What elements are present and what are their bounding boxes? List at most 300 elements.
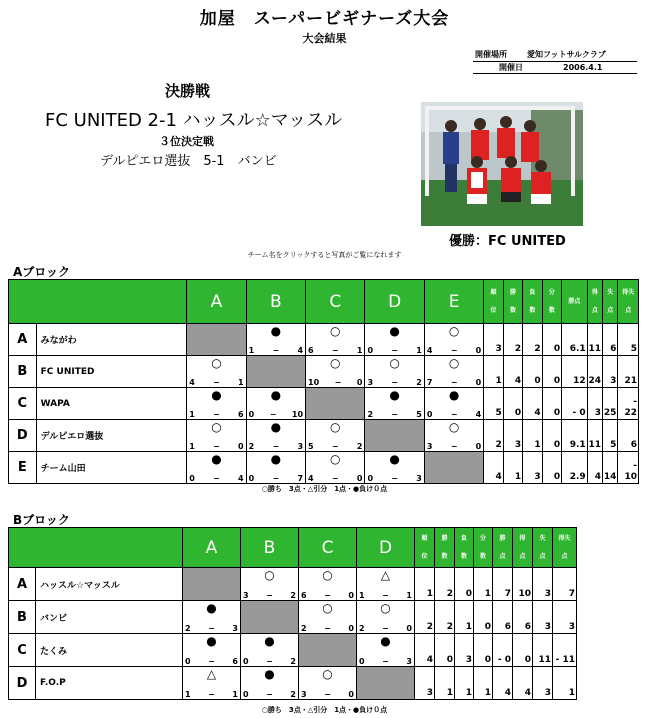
score-dash: −	[266, 690, 273, 699]
wins-value: 3	[503, 420, 522, 452]
match-score	[183, 690, 240, 699]
score-away: 6	[232, 657, 238, 666]
points-value: 2.9	[562, 452, 588, 484]
wins-value: 1	[435, 667, 455, 700]
score-dash: −	[450, 410, 458, 419]
match-result-cell	[241, 634, 299, 667]
score-home: 1	[248, 346, 255, 355]
result-symbol: ●	[448, 388, 460, 402]
venue-label: 開催場所	[475, 50, 507, 60]
losses-value: 4	[523, 388, 542, 420]
self-match-cell	[306, 388, 365, 420]
match-result-cell	[299, 601, 357, 634]
score-away: 3	[406, 657, 412, 666]
score-dash: −	[272, 346, 280, 355]
points-value: 12	[562, 356, 588, 388]
match-result-cell	[183, 601, 241, 634]
score-home: 3	[367, 378, 374, 387]
wins-value: 2	[435, 568, 455, 601]
match-score	[187, 410, 245, 419]
losses-value: 1	[523, 420, 542, 452]
result-symbol: ○	[322, 667, 333, 681]
goals-for-value: 4	[513, 667, 533, 700]
score-dash: −	[391, 410, 398, 419]
col-header-a: A	[187, 280, 246, 324]
score-dash: −	[266, 657, 273, 666]
third-place-result: デルピエロ選抜 5-1 バンビ	[100, 154, 277, 169]
result-symbol: ●	[206, 634, 217, 648]
losses-value: 1	[455, 667, 474, 700]
match-score	[306, 442, 364, 451]
losses-value: 1	[455, 601, 474, 634]
score-home: 1	[185, 690, 191, 699]
score-home: 3	[243, 591, 249, 600]
match-result-cell	[357, 634, 415, 667]
points-value: 9.1	[562, 420, 588, 452]
score-away: 0	[356, 378, 363, 387]
team-name-link[interactable]: ハッスル☆マッスル	[36, 568, 183, 601]
winner-team-photo	[421, 102, 583, 226]
goals-against-header: 失 点	[603, 280, 618, 324]
match-score	[365, 410, 423, 419]
rank-value: 3	[484, 324, 503, 356]
points-header: 勝 点	[493, 528, 513, 568]
goal-diff-value: 6	[618, 420, 639, 452]
result-symbol: ○	[322, 601, 333, 615]
winner-caption: 優勝：FC UNITED	[449, 234, 566, 249]
result-symbol: ○	[322, 568, 333, 582]
match-result-cell	[299, 667, 357, 700]
table-row	[9, 568, 577, 601]
result-symbol: ○	[389, 356, 400, 370]
score-away: 0	[475, 346, 482, 355]
score-away: 4	[297, 346, 304, 355]
wins-header: 勝 数	[503, 280, 522, 324]
block-b-label: Bブロック	[13, 513, 70, 527]
goal-diff-value: 1	[553, 667, 577, 700]
team-name-link[interactable]: バンビ	[36, 601, 183, 634]
score-home: 10	[308, 378, 320, 387]
self-match-cell	[299, 634, 357, 667]
score-home: 0	[248, 474, 255, 483]
score-away: 0	[475, 378, 482, 387]
score-away: 2	[416, 378, 422, 387]
rank-value: 5	[484, 388, 503, 420]
event-info-table	[473, 49, 637, 74]
score-home: 0	[243, 690, 249, 699]
result-symbol: ●	[270, 388, 282, 402]
goals-against-value: 5	[603, 420, 618, 452]
score-away: 2	[290, 690, 296, 699]
result-symbol: ○	[330, 324, 341, 338]
result-symbol: ●	[206, 601, 217, 615]
score-away: 10	[291, 410, 304, 419]
result-symbol: ○	[330, 420, 341, 434]
row-letter: A	[9, 324, 37, 356]
table-row	[9, 324, 639, 356]
score-home: 2	[367, 410, 374, 419]
result-symbol: ●	[264, 667, 275, 681]
wins-value: 2	[435, 601, 455, 634]
score-dash: −	[382, 624, 389, 633]
match-result-cell	[424, 388, 483, 420]
match-result-cell	[187, 420, 246, 452]
match-score	[241, 690, 298, 699]
team-name-link[interactable]: チーム山田	[36, 452, 187, 484]
click-instruction: チーム名をクリックすると写真がご覧になれます	[247, 251, 402, 259]
match-result-cell	[246, 420, 305, 452]
score-away: 7	[297, 474, 304, 483]
wins-value: 2	[503, 324, 522, 356]
result-symbol: ○	[330, 452, 341, 466]
final-label: 決勝戦	[165, 82, 211, 100]
block-a-legend: ○勝ち 3点・△引分 1点・●負け０点	[261, 485, 388, 493]
score-dash: −	[272, 474, 280, 483]
score-away: 3	[232, 624, 238, 633]
score-home: 0	[367, 346, 374, 355]
goals-against-value: 25	[603, 388, 618, 420]
score-dash: −	[391, 474, 398, 483]
table-row	[9, 634, 577, 667]
score-home: 2	[301, 624, 307, 633]
draws-value: 1	[474, 667, 493, 700]
match-result-cell	[246, 324, 305, 356]
match-result-cell	[241, 568, 299, 601]
score-home: 0	[185, 657, 191, 666]
score-home: 4	[308, 474, 314, 483]
result-symbol: ○	[380, 601, 391, 615]
goal-diff-value: 7	[553, 568, 577, 601]
goal-diff-header: 得失 点	[553, 528, 577, 568]
match-score	[247, 474, 305, 483]
match-result-cell	[306, 324, 365, 356]
match-result-cell	[246, 452, 305, 484]
score-away: 6	[238, 410, 244, 419]
score-away: 1	[232, 690, 238, 699]
score-dash: −	[391, 346, 398, 355]
match-score	[306, 474, 364, 483]
score-away: 1	[238, 378, 244, 387]
match-result-cell	[183, 634, 241, 667]
score-away: 0	[348, 591, 354, 600]
draws-value: 1	[474, 568, 493, 601]
losses-value: 0	[455, 568, 474, 601]
match-result-cell	[424, 356, 483, 388]
table-row	[9, 667, 577, 700]
score-dash: −	[266, 591, 273, 600]
rank-header: 順 位	[484, 280, 503, 324]
score-away: 3	[416, 474, 422, 483]
rank-value: 4	[484, 452, 503, 484]
losses-value: 0	[523, 356, 542, 388]
team-name-link[interactable]: WAPA	[36, 388, 187, 420]
result-symbol: △	[380, 568, 391, 582]
match-score	[187, 378, 245, 387]
match-score	[299, 624, 356, 633]
match-result-cell	[424, 420, 483, 452]
goals-for-value: 3	[587, 388, 602, 420]
match-score	[183, 657, 240, 666]
score-away: 3	[297, 442, 304, 451]
goals-against-value: 3	[533, 667, 553, 700]
score-away: 1	[356, 346, 363, 355]
col-header-b: B	[246, 280, 305, 324]
table-row	[9, 388, 639, 420]
match-result-cell	[187, 388, 246, 420]
match-score	[183, 624, 240, 633]
match-score	[247, 442, 305, 451]
score-dash: −	[213, 410, 220, 419]
match-score	[425, 346, 483, 355]
score-home: 2	[248, 442, 255, 451]
score-dash: −	[391, 378, 398, 387]
date-value: 2006.4.1	[563, 62, 603, 72]
result-symbol: ○	[211, 420, 222, 434]
match-score	[247, 410, 305, 419]
score-away: 0	[348, 690, 354, 699]
rank-value: 2	[415, 601, 435, 634]
match-score	[425, 442, 483, 451]
goals-against-value: 14	[603, 452, 618, 484]
result-symbol: ●	[389, 388, 400, 402]
self-match-cell	[357, 667, 415, 700]
wins-value: 4	[503, 356, 522, 388]
team-name-link[interactable]: デルピエロ選抜	[36, 420, 187, 452]
row-letter: B	[9, 601, 36, 634]
score-away: 2	[356, 442, 363, 451]
block-b-table	[8, 527, 577, 700]
match-score	[357, 624, 414, 633]
score-home: 4	[426, 346, 433, 355]
score-home: 4	[189, 378, 195, 387]
result-symbol: ●	[211, 452, 222, 466]
goal-diff-value: 5	[618, 324, 639, 356]
table-row	[9, 356, 639, 388]
wins-header: 勝 数	[435, 528, 455, 568]
score-away: 2	[290, 591, 296, 600]
rank-header: 順 位	[415, 528, 435, 568]
col-header-c: C	[306, 280, 365, 324]
self-match-cell	[183, 568, 241, 601]
score-dash: −	[450, 378, 458, 387]
match-score	[247, 346, 305, 355]
final-result: FC UNITED 2-1 ハッスル☆マッスル	[45, 110, 343, 131]
score-home: 1	[189, 442, 195, 451]
goals-against-value: 3	[533, 568, 553, 601]
score-home: 1	[189, 410, 195, 419]
block-a-label: Aブロック	[13, 265, 71, 279]
score-away: 4	[238, 474, 244, 483]
score-away: 0	[475, 442, 482, 451]
team-name-link[interactable]: たくみ	[36, 634, 183, 667]
goal-diff-value: - 22	[618, 388, 639, 420]
row-letter: E	[9, 452, 37, 484]
points-value: - 0	[493, 634, 513, 667]
goals-for-value: 11	[587, 420, 602, 452]
goals-for-value: 11	[587, 324, 602, 356]
corner-cell	[9, 280, 187, 324]
draws-value: 0	[542, 452, 561, 484]
score-away: 1	[406, 591, 412, 600]
table-row	[9, 601, 577, 634]
row-letter: C	[9, 388, 37, 420]
result-symbol: ○	[211, 356, 222, 370]
match-result-cell	[187, 452, 246, 484]
wins-value: 1	[503, 452, 522, 484]
score-away: 5	[416, 410, 422, 419]
self-match-cell	[246, 356, 305, 388]
row-letter: A	[9, 568, 36, 601]
wins-value: 0	[435, 634, 455, 667]
rank-value: 3	[415, 667, 435, 700]
goals-for-header: 得 点	[513, 528, 533, 568]
score-away: 0	[356, 474, 363, 483]
match-result-cell	[357, 568, 415, 601]
score-dash: −	[331, 442, 339, 451]
result-symbol: ○	[448, 356, 460, 370]
self-match-cell	[365, 420, 424, 452]
goals-against-value: 11	[533, 634, 553, 667]
score-dash: −	[208, 690, 215, 699]
score-dash: −	[324, 591, 331, 600]
page-title: 加屋 スーパービギナーズ大会	[199, 9, 450, 29]
goal-diff-header: 得失 点	[618, 280, 639, 324]
match-result-cell	[306, 452, 365, 484]
match-score	[365, 346, 423, 355]
score-dash: −	[213, 378, 220, 387]
rank-value: 1	[484, 356, 503, 388]
goals-for-value: 24	[587, 356, 602, 388]
score-dash: −	[324, 624, 331, 633]
team-name-link[interactable]: F.O.P	[36, 667, 183, 700]
match-result-cell	[299, 568, 357, 601]
losses-value: 2	[523, 324, 542, 356]
score-home: 5	[308, 442, 314, 451]
block-b-header-row	[9, 528, 577, 568]
losses-header: 負 数	[455, 528, 474, 568]
match-score	[425, 410, 483, 419]
goals-against-header: 失 点	[533, 528, 553, 568]
col-header-d: D	[365, 280, 424, 324]
result-symbol: ○	[448, 420, 460, 434]
block-b-legend: ○勝ち 3点・△引分 1点・●負け０点	[261, 706, 388, 714]
score-home: 0	[426, 410, 433, 419]
score-home: 0	[248, 410, 255, 419]
result-symbol: ●	[270, 420, 282, 434]
self-match-cell	[187, 324, 246, 356]
self-match-cell	[424, 452, 483, 484]
score-dash: −	[382, 591, 389, 600]
row-letter: D	[9, 667, 36, 700]
match-score	[365, 474, 423, 483]
goals-against-value: 6	[603, 324, 618, 356]
block-a-header-row	[9, 280, 639, 324]
score-away: 0	[238, 442, 244, 451]
points-header: 勝点	[562, 280, 588, 324]
match-score	[306, 378, 364, 387]
score-home: 7	[426, 378, 433, 387]
goals-for-value: 4	[587, 452, 602, 484]
goal-diff-value: 21	[618, 356, 639, 388]
col-header-a: A	[183, 528, 241, 568]
draws-value: 0	[474, 634, 493, 667]
goals-for-value: 10	[513, 568, 533, 601]
result-symbol: ○	[264, 568, 275, 582]
score-home: 6	[301, 591, 307, 600]
score-dash: −	[324, 690, 331, 699]
result-symbol: ●	[389, 452, 400, 466]
match-score	[187, 474, 245, 483]
match-score	[299, 690, 356, 699]
score-home: 0	[367, 474, 374, 483]
score-dash: −	[213, 442, 220, 451]
match-result-cell	[424, 324, 483, 356]
venue-value: 愛知フットサルクラブ	[527, 50, 606, 60]
score-away: 0	[348, 624, 354, 633]
rank-value: 4	[415, 634, 435, 667]
table-row	[9, 420, 639, 452]
points-value: 6	[493, 601, 513, 634]
col-header-d: D	[357, 528, 415, 568]
row-letter: B	[9, 356, 37, 388]
draws-value: 0	[542, 324, 561, 356]
team-name-link[interactable]: FC UNITED	[36, 356, 187, 388]
page-subtitle: 大会結果	[302, 32, 347, 45]
score-home: 0	[359, 657, 365, 666]
col-header-c: C	[299, 528, 357, 568]
result-symbol: ●	[264, 634, 275, 648]
result-symbol: ○	[330, 356, 341, 370]
draws-header: 分 数	[474, 528, 493, 568]
score-home: 2	[185, 624, 191, 633]
block-a-table	[8, 279, 639, 484]
result-symbol: ●	[389, 324, 400, 338]
draws-value: 0	[542, 388, 561, 420]
score-away: 0	[406, 624, 412, 633]
match-result-cell	[365, 356, 424, 388]
match-result-cell	[365, 388, 424, 420]
score-dash: −	[450, 442, 458, 451]
score-away: 1	[416, 346, 422, 355]
points-value: 4	[493, 667, 513, 700]
score-home: 0	[243, 657, 249, 666]
score-dash: −	[331, 346, 339, 355]
result-symbol: ●	[270, 452, 282, 466]
goals-for-header: 得 点	[587, 280, 602, 324]
goals-against-value: 3	[603, 356, 618, 388]
date-label: 開催日	[499, 62, 523, 72]
points-value: 7	[493, 568, 513, 601]
goals-for-value: 6	[513, 601, 533, 634]
team-name-link[interactable]: みながわ	[36, 324, 187, 356]
draws-value: 0	[474, 601, 493, 634]
match-score	[299, 591, 356, 600]
rank-value: 1	[415, 568, 435, 601]
draws-header: 分 数	[542, 280, 561, 324]
score-dash: −	[382, 657, 389, 666]
match-score	[241, 657, 298, 666]
result-symbol: ○	[448, 324, 460, 338]
match-score	[425, 378, 483, 387]
match-result-cell	[246, 388, 305, 420]
draws-value: 0	[542, 420, 561, 452]
match-result-cell	[241, 667, 299, 700]
row-letter: D	[9, 420, 37, 452]
col-header-b: B	[241, 528, 299, 568]
score-dash: −	[208, 657, 215, 666]
losses-value: 3	[455, 634, 474, 667]
score-away: 4	[475, 410, 482, 419]
